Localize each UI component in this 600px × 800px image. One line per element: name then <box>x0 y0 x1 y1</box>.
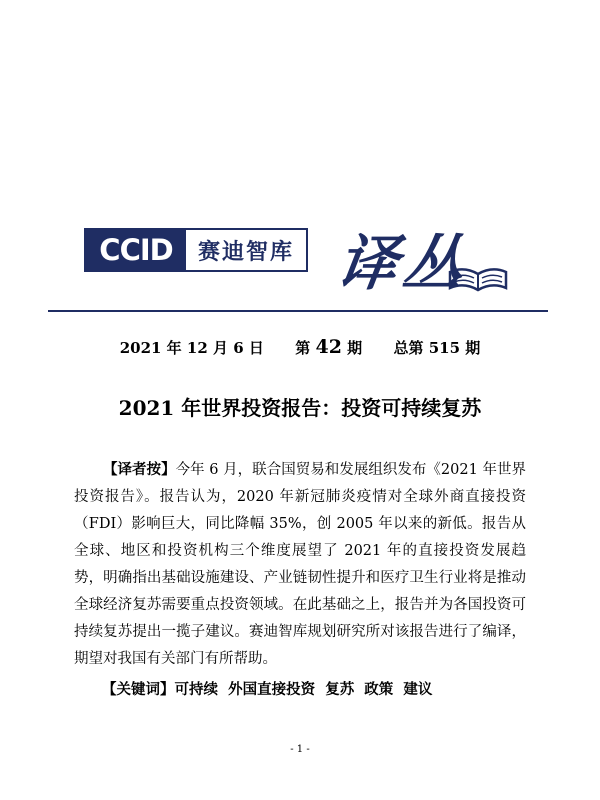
translator-note <box>74 456 526 673</box>
logo-mark: CCID <box>86 230 186 270</box>
logo-name: 赛迪智库 <box>197 239 294 265</box>
document-title: 2021 年世界投资报告：投资可持续复苏 <box>118 396 482 420</box>
keywords-text: 可持续 外国直接投资 复苏 政策 建议 <box>174 681 433 698</box>
keywords <box>102 678 542 699</box>
translator-note-label: 【译者按】 <box>103 461 176 478</box>
masthead <box>84 224 544 308</box>
issue-number: 42 <box>315 336 342 358</box>
header-rule <box>48 310 548 312</box>
page-number: - 1 - <box>290 744 310 755</box>
keywords-label: 【关键词】 <box>102 681 175 698</box>
series-title: 译丛 <box>332 229 475 299</box>
issue-date: 2021 年 12 月 6 日 <box>119 339 264 357</box>
issue-prefix: 第 <box>295 339 311 357</box>
issue-line <box>0 336 600 358</box>
issue-total: 总第 515 期 <box>393 339 481 357</box>
translator-note-text: 今年 6 月，联合国贸易和发展组织发布《2021 年世界投资报告》。报告认为，2020 年新冠肺炎疫情对全球外商直接投资（FDI）影响巨大，同比降幅 35%，创 2005 年以来的新低。报告从全球、地区和投资机构三个维度展望了 2021 年的直接投资发展趋势，明确指出基础设施建设、产业链韧性提升和医疗卫生行业将是推动全球经济复苏需要重点投资领域。在此基础之上，报告并为各国投资可持续复苏提出一揽子建议。赛迪智库规划研究所对该报告进行了编译，期望对我国有关部门有所帮助。 <box>74 462 527 667</box>
open-book-icon <box>446 264 510 292</box>
issue-suffix: 期 <box>347 339 363 357</box>
ccid-logo <box>84 228 308 272</box>
